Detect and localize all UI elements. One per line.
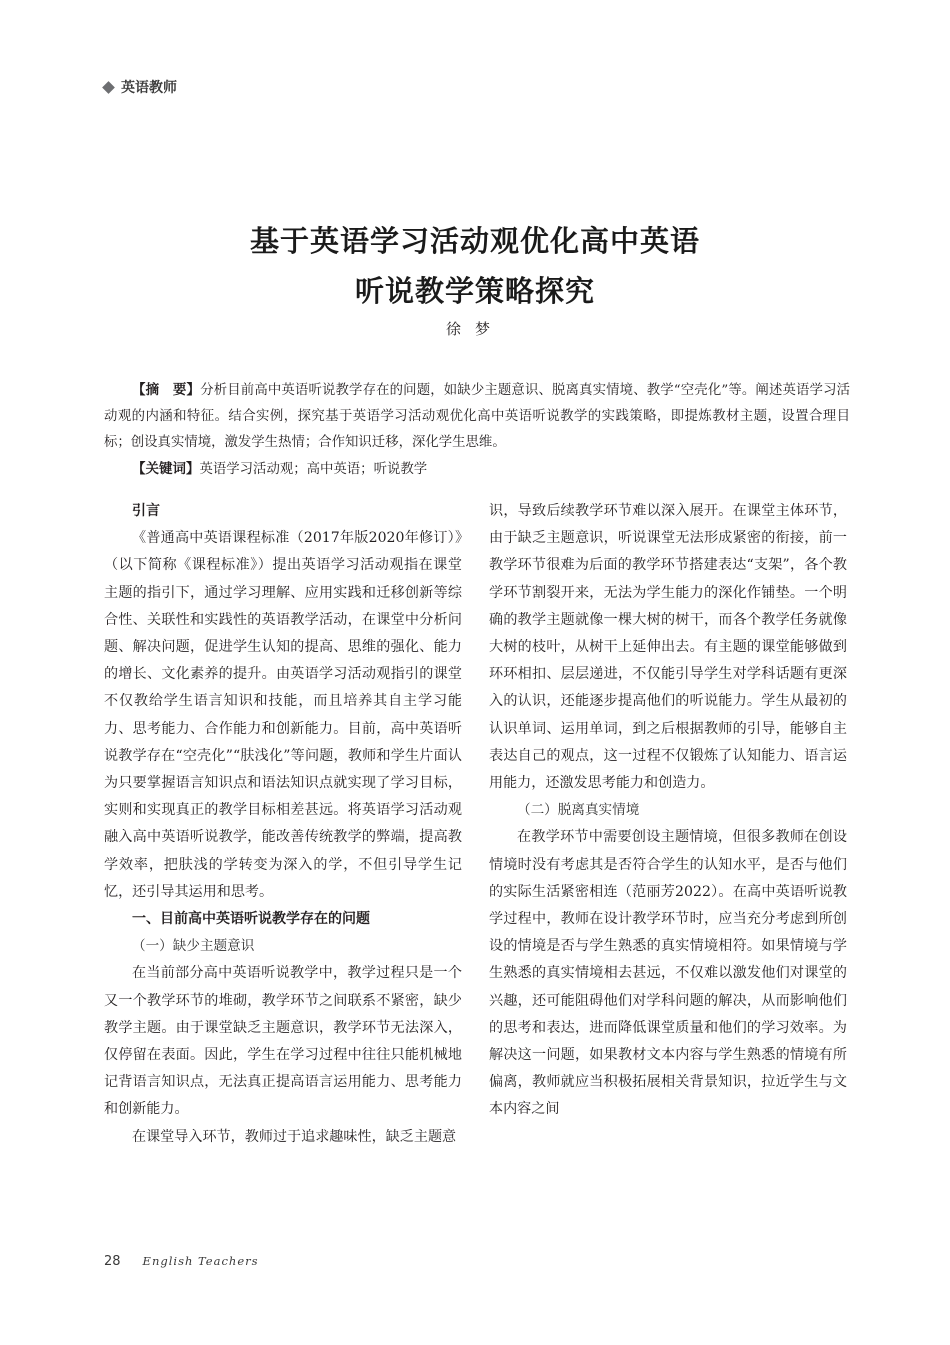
section-1-heading: 一、目前高中英语听说教学存在的问题 — [132, 911, 370, 928]
body-column-left — [104, 498, 462, 1151]
abstract-text: 分析目前高中英语听说教学存在的问题，如缺少主题意识、脱离真实情境、教学“空壳化”等。阐述英语学习活动观的内涵和特征。结合实例，探究基于英语学习活动观优化高中英语听说教学的实践策略，即提炼教材主题，设置合理目标；创设真实情境，激发学生热情；合作知识迁移，深化学生思维。 — [104, 383, 850, 450]
abstract-block — [104, 377, 850, 483]
page-footer — [104, 1254, 259, 1269]
intro-heading: 引言 — [132, 503, 160, 519]
keywords — [104, 456, 850, 483]
page-number: 28 — [104, 1254, 121, 1269]
subsection-2-heading: （二）脱离真实情境 — [517, 802, 640, 819]
diamond-icon — [102, 81, 115, 94]
subsection-1-heading: （一）缺少主题意识 — [132, 938, 255, 955]
running-head-section: 英语教师 — [121, 80, 177, 96]
article-title-line-1: 基于英语学习活动观优化高中英语 — [249, 224, 700, 258]
intro-paragraph: 《普通高中英语课程标准（2017年版2020年修订）》（以下简称《课程标准》）提出英语学习活动观指在课堂主题的指引下，通过学习理解、应用实践和迁移创新等综合性、关联性和实践性的英语教学活动，在课堂中分析问题、解决问题，促进学生认知的提高、思维的强化、能力的增长、文化素养的提升。由英语学习活动观指引的课堂不仅教给学生语言知识和技能，而且培养其自主学习能力、思考能力、合作能力和创新能力。目前，高中英语听说教学存在“空壳化”“肤浅化”等问题，教师和学生片面认为只要掌握语言知识点和语法知识点就实现了学习目标，实则和实现真正的教学目标相差甚远。将英语学习活动观融入高中英语听说教学，能改善传统教学的弊端，提高教学效率，把肤浅的学转变为深入的学，不但引导学生记忆，还引导其运用和思考。 — [104, 530, 462, 900]
abstract-label: 【摘 要】 — [132, 382, 201, 398]
subsection-1-paragraph-1: 在当前部分高中英语听说教学中，教学过程只是一个又一个教学环节的堆砌，教学环节之间联系不紧密，缺少教学主题。由于课堂缺乏主题意识，教学环节无法深入，仅停留在表面。因此，学生在学习过程中往往只能机械地记背语言知识点，无法真正提高语言运用能力、思考能力和创新能力。 — [104, 965, 462, 1118]
subsection-2-paragraph: 在教学环节中需要创设主题情境，但很多教师在创设情境时没有考虑其是否符合学生的认知水平，是否与他们的实际生活紧密相连（范丽芳2022）。在高中英语听说教学过程中，教师在设计教学环节时，应当充分考虑到所创设的情境是否与学生熟悉的真实情境相符。如果情境与学生熟悉的真实情境相去甚远，不仅难以激发他们对课堂的兴趣，还可能阻碍他们对学科问题的解决，从而影响他们的思考和表达，进而降低课堂质量和他们的学习效率。为解决这一问题，如果教材文本内容与学生熟悉的情境有所偏离，教师就应当积极拓展相关背景知识，拉近学生与文本内容之间 — [489, 829, 847, 1118]
keywords-text: 英语学习活动观；高中英语；听说教学 — [199, 462, 428, 477]
article-title-line-2: 听说教学策略探究 — [354, 274, 595, 308]
author: 徐梦 — [445, 320, 504, 338]
article-title — [0, 216, 950, 316]
body-column-right — [489, 498, 847, 1124]
running-head — [104, 77, 177, 97]
keywords-label: 【关键词】 — [132, 461, 200, 477]
subsection-1-paragraph-2-continued: 识，导致后续教学环节难以深入展开。在课堂主体环节，由于缺乏主题意识，听说课堂无法形成紧密的衔接，前一教学环节很难为后面的教学环节搭建表达“支架”，各个教学环节割裂开来，无法为学生能力的深化作铺垫。一个明确的教学主题就像一棵大树的树干，而各个教学任务就像大树的枝叶，从树干上延伸出去。有主题的课堂能够做到环环相扣、层层递进，不仅能引导学生对学科话题有更深入的认识，还能逐步提高他们的听说能力。学生从最初的认识单词、运用单词，到之后根据教师的引导，能够自主表达自己的观点，这一过程不仅锻炼了认知能力、语言运用能力，还激发思考能力和创造力。 — [489, 503, 847, 792]
subsection-1-paragraph-2: 在课堂导入环节，教师过于追求趣味性，缺乏主题意 — [132, 1128, 457, 1145]
journal-name: English Teachers — [142, 1254, 259, 1268]
abstract — [104, 377, 850, 456]
